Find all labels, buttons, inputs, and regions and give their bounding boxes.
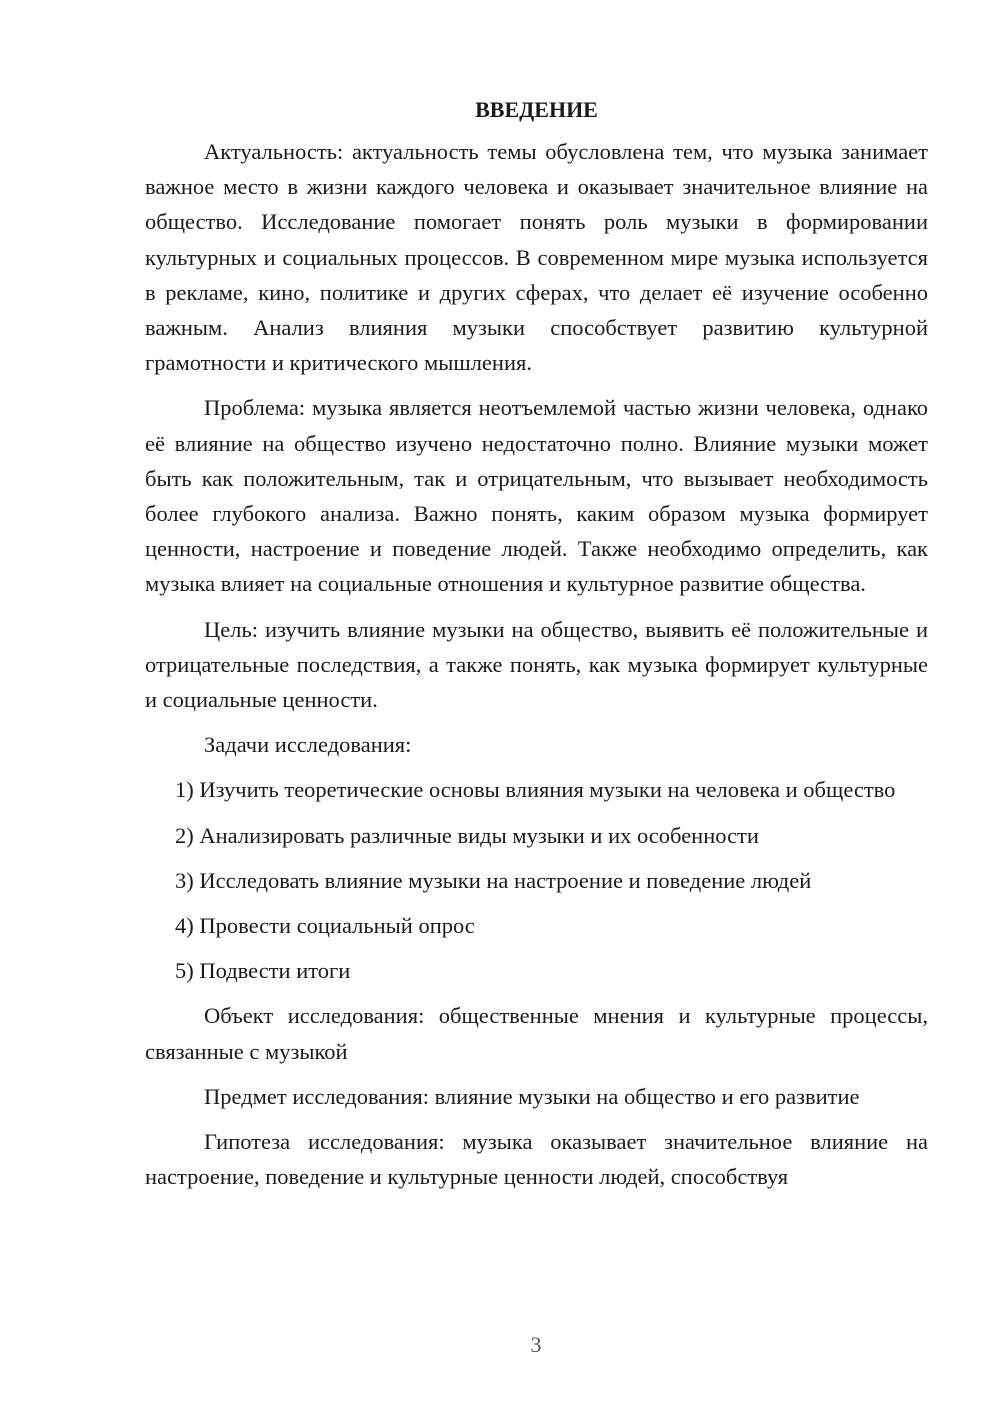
task-item-4: 4) Провести социальный опрос	[175, 913, 475, 939]
problem-paragraph: Проблема: музыка является неотъемлемой частью жизни человека, однако её влияние на общество изучено недостаточно полно. Влияние музыки может быть как положительным, так и отрицательным, что вызывает необходимость более глубокого анализа. Важно понять, каким образом музыка формирует ценности, настроение и поведение людей. Также необходимо определить, как музыка влияет на социальные отношения и культурное развитие общества.	[145, 395, 928, 597]
subject-paragraph: Предмет исследования: влияние музыки на общество и его развитие	[204, 1083, 860, 1109]
task-item-1: 1) Изучить теоретические основы влияния музыки на человека и общество	[175, 777, 896, 803]
tasks-heading: Задачи исследования:	[204, 732, 412, 758]
object-paragraph: Объект исследования: общественные мнения и культурные процессы, связанные с музыкой	[145, 1003, 928, 1064]
page-number: 3	[530, 1332, 542, 1357]
task-item-2: 2) Анализировать различные виды музыки и их особенности	[175, 822, 759, 848]
task-item-3: 3) Исследовать влияние музыки на настроение и поведение людей	[175, 867, 812, 893]
page-title: ВВЕДЕНИЕ	[475, 97, 598, 122]
task-item-5: 5) Подвести итоги	[175, 958, 351, 984]
goal-paragraph: Цель: изучить влияние музыки на общество, выявить её положительные и отрицательные последствия, а также понять, как музыка формирует культурные и социальные ценности.	[145, 616, 928, 713]
relevance-paragraph: Актуальность: актуальность темы обусловлена тем, что музыка занимает важное место в жизни каждого человека и оказывает значительное влияние на общество. Исследование помогает понять роль музыки в формировании культурных и социальных процессов. В современном мире музыка используется в рекламе, кино, политике и других сферах, что делает её изучение особенно важным. Анализ влияния музыки способствует развитию культурной грамотности и критического мышления.	[145, 139, 928, 376]
hypothesis-paragraph: Гипотеза исследования: музыка оказывает значительное влияние на настроение, поведение и культурные ценности людей, способствуя	[145, 1129, 928, 1190]
